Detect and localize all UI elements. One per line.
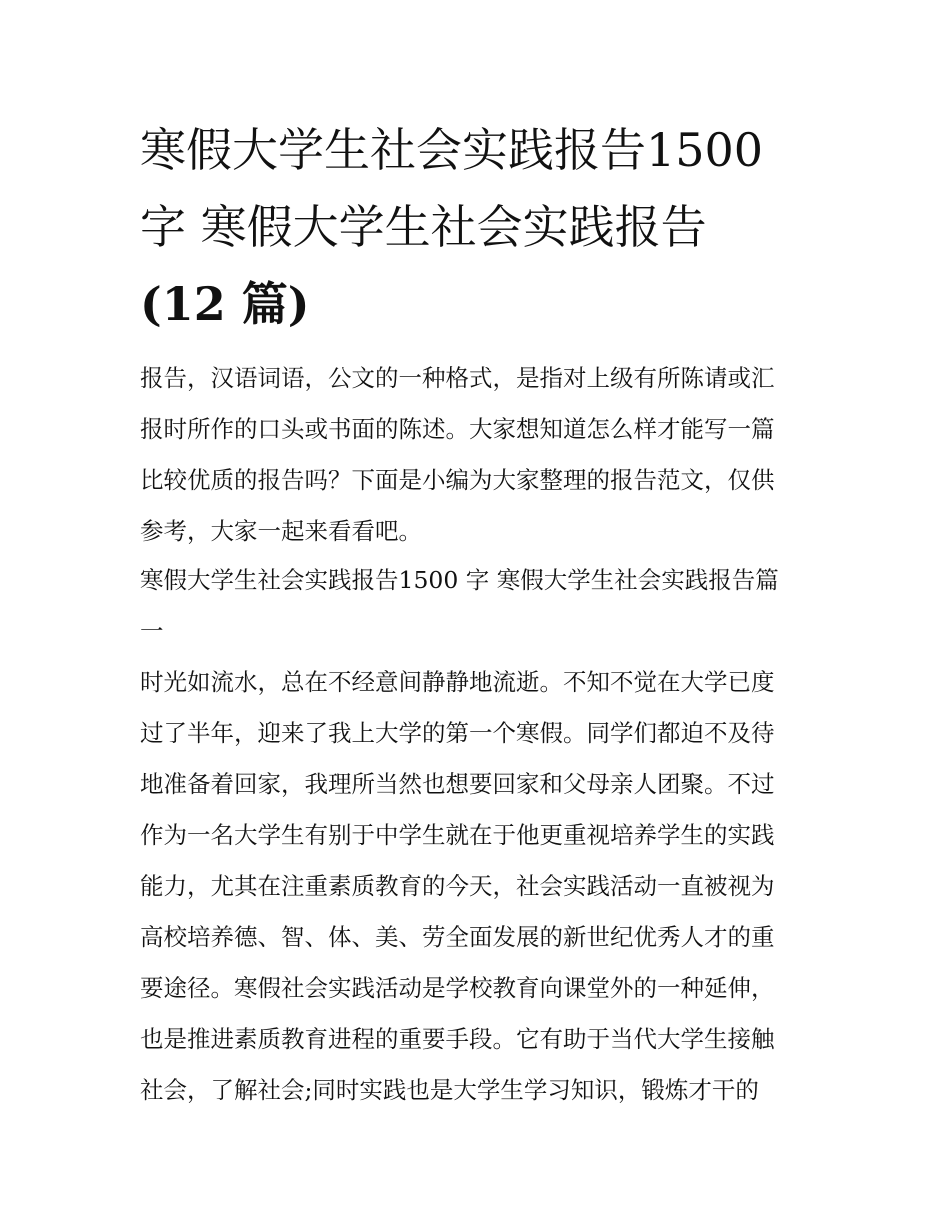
intro-line: 报告，汉语词语，公文的一种格式，是指对上级有所陈请或汇 xyxy=(140,364,775,392)
body-paragraph xyxy=(140,657,820,1116)
document-title xyxy=(140,112,820,343)
intro-paragraph xyxy=(140,353,820,557)
title-line-2: 字 寒假大学生社会实践报告 xyxy=(140,200,707,254)
paragraph-line: 过了半年，迎来了我上大学的第一个寒假。同学们都迫不及待 xyxy=(140,719,775,747)
title-line-3: (12 篇) xyxy=(140,277,310,331)
section-heading-line: 寒假大学生社会实践报告1500 字 寒假大学生社会实践报告篇 xyxy=(140,566,779,594)
paragraph-line: 作为一名大学生有别于中学生就在于他更重视培养学生的实践 xyxy=(140,821,775,849)
section-heading-line: 一 xyxy=(140,617,164,645)
paragraph-line: 高校培养德、智、体、美、劳全面发展的新世纪优秀人才的重 xyxy=(140,923,775,951)
intro-line: 报时所作的口头或书面的陈述。大家想知道怎么样才能写一篇 xyxy=(140,415,775,443)
title-line-1: 寒假大学生社会实践报告1500 xyxy=(140,123,764,177)
intro-line: 比较优质的报告吗？下面是小编为大家整理的报告范文，仅供 xyxy=(140,466,775,494)
paragraph-line: 社会，了解社会;同时实践也是大学生学习知识，锻炼才干的 xyxy=(140,1076,759,1104)
paragraph-line: 也是推进素质教育进程的重要手段。它有助于当代大学生接触 xyxy=(140,1025,775,1053)
paragraph-line: 地准备着回家，我理所当然也想要回家和父母亲人团聚。不过 xyxy=(140,770,775,798)
paragraph-line: 能力，尤其在注重素质教育的今天，社会实践活动一直被视为 xyxy=(140,872,775,900)
section-heading xyxy=(140,555,820,657)
paragraph-line: 时光如流水，总在不经意间静静地流逝。不知不觉在大学已度 xyxy=(140,668,775,696)
intro-line: 参考，大家一起来看看吧。 xyxy=(140,517,422,545)
paragraph-line: 要途径。寒假社会实践活动是学校教育向课堂外的一种延伸， xyxy=(140,974,775,1002)
